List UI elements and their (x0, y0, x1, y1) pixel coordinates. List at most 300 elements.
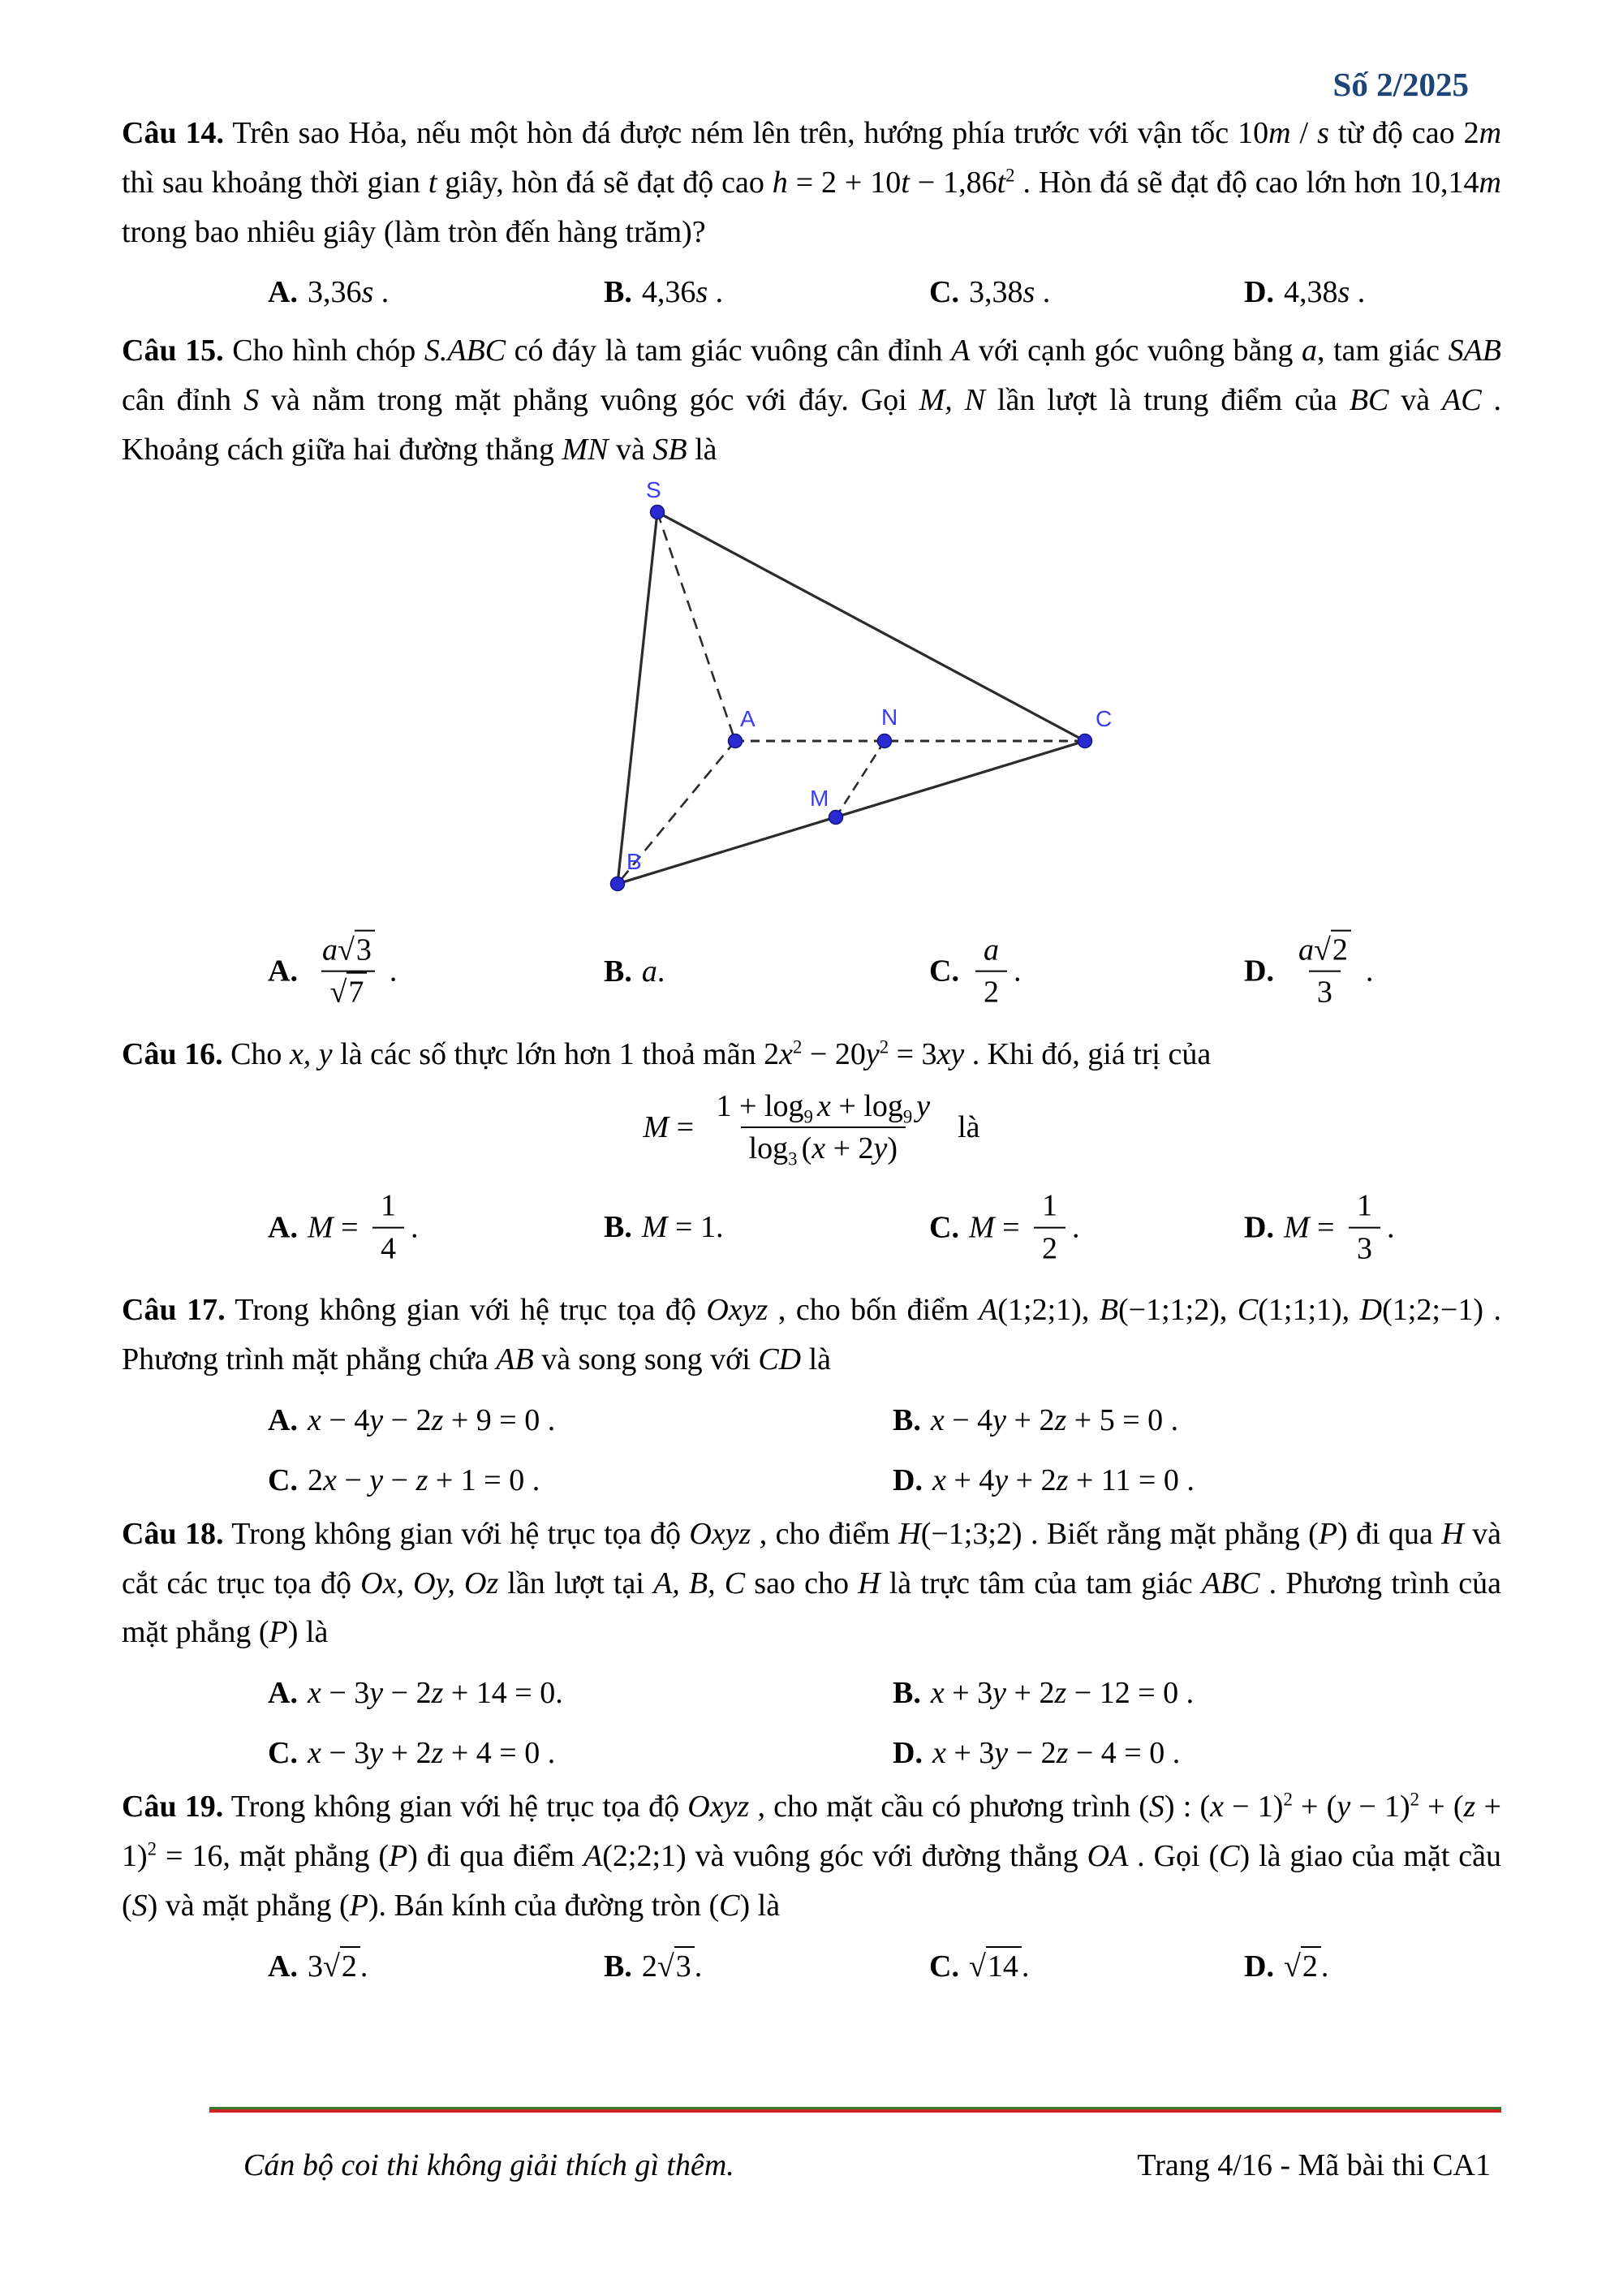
text-run: Trong không gian với hệ trục tọa độ (225, 1293, 707, 1328)
question-16-options (122, 1174, 1501, 1281)
sqrt: √2 (1314, 929, 1351, 967)
text-run: là trực tâm của tam giác (880, 1566, 1202, 1600)
question-18-options-row-1 (122, 1669, 1501, 1717)
vertex-C (1078, 734, 1092, 747)
text-run: Oxyz (687, 1790, 750, 1824)
q16-option-c[interactable]: C. M = $\frac{1}{2}$ . (929, 1187, 1080, 1268)
text-run: 2 (879, 1036, 889, 1058)
option-value: a (641, 954, 657, 989)
text-run: có đáy là tam giác vuông cân đỉnh (506, 334, 952, 368)
text-run: . Phương trình của mặt phẳng ( (122, 1566, 1501, 1650)
text-run: OA (1087, 1839, 1129, 1874)
text-run: (1;2;1), (997, 1293, 1100, 1328)
text-run: ). Bán kính của đường tròn ( (368, 1888, 720, 1923)
text-run: − 3 (321, 1676, 370, 1711)
text-run: + 2 (1006, 1676, 1055, 1711)
question-15-options (122, 918, 1501, 1025)
text-run: . Khi đó, giá trị của (964, 1036, 1212, 1071)
question-16-formula (122, 1088, 1501, 1168)
text-run: h (772, 165, 788, 200)
q15-option-b[interactable] (604, 954, 665, 989)
text-run: a (1302, 334, 1318, 368)
question-16-text (122, 1030, 1501, 1079)
q18-option-a[interactable] (268, 1675, 563, 1711)
q16-option-b[interactable]: B. M = 1. (604, 1210, 724, 1245)
formula-tail: là (958, 1109, 980, 1144)
text-run: − 1) (1223, 1790, 1284, 1824)
fraction: $\frac{1}{3}$ (1349, 1187, 1380, 1268)
text-run: − 4 (321, 1402, 370, 1437)
q19-option-c[interactable]: C. √14 . (929, 1949, 1029, 1984)
text-run: BC (1349, 383, 1389, 418)
text-run: ) là giao của mặt cầu ( (122, 1839, 1502, 1923)
pyramid-figure (527, 481, 1177, 911)
option-label: D. (1244, 1949, 1274, 1984)
text-run: + 2 (1008, 1462, 1057, 1497)
option-label: A. (268, 954, 298, 989)
text-run: Câu 14. (122, 116, 225, 150)
text-run: x (322, 1462, 337, 1497)
text-run: ABC (1201, 1566, 1260, 1600)
q14-option-d[interactable] (1244, 274, 1365, 310)
text-run: − 4 (944, 1402, 993, 1437)
text-run: Ox, Oy, Oz (360, 1566, 499, 1600)
footer-rule (209, 2107, 1501, 2113)
text-run: − 12 = 0 . (1066, 1676, 1195, 1711)
question-15-text (122, 326, 1501, 474)
option-value (642, 274, 723, 310)
text-run: và (1388, 383, 1443, 418)
text-run: = 16, mặt phẳng ( (157, 1839, 390, 1874)
text-run: + 4 = 0 . (443, 1736, 556, 1771)
text-run: z (1056, 1736, 1069, 1771)
label-S: S (646, 480, 661, 502)
text-run: x (307, 1736, 321, 1771)
text-run: (1;1;1), (1258, 1293, 1360, 1328)
text-run: H (1441, 1516, 1464, 1551)
option-label: A. (268, 1676, 298, 1711)
text-run: C (1237, 1293, 1259, 1328)
text-run: x (932, 1462, 946, 1497)
text-run: Trong không gian với hệ trục tọa độ (223, 1516, 690, 1551)
text-run: H (858, 1566, 880, 1600)
footer-note: Cán bộ coi thi không giải thích gì thêm. (243, 2148, 734, 2182)
text-run: 4,36 (641, 275, 696, 310)
label-A: A (740, 705, 756, 731)
text-run: A (583, 1839, 603, 1874)
option-period: . (657, 954, 665, 989)
sqrt: √7 (329, 972, 367, 1010)
text-run: x (779, 1036, 793, 1071)
text-run: AC (1442, 383, 1482, 418)
text-run: S (1148, 1790, 1165, 1824)
text-run: (−1;1;2), (1118, 1293, 1238, 1328)
option-label: C. (929, 1210, 959, 1245)
text-run: , cho bốn điểm (768, 1293, 979, 1328)
option-label: C. (268, 1736, 298, 1771)
text-run: y (369, 1676, 384, 1711)
option-period: . (389, 954, 398, 989)
text-run: − 1,86 (909, 165, 997, 200)
text-run: + 2 (1006, 1402, 1055, 1437)
text-run: Oxyz (689, 1516, 751, 1551)
q18-option-c[interactable] (268, 1735, 555, 1771)
text-run: B (1099, 1293, 1119, 1328)
fraction (314, 931, 383, 1011)
option-label: A. (268, 1210, 298, 1245)
text-run: 2 (307, 1462, 323, 1497)
footer-rule-red (209, 2109, 1501, 2113)
sqrt: √14 (969, 1949, 1022, 1984)
text-run: t (997, 165, 1006, 200)
q17-option-c[interactable] (268, 1462, 540, 1498)
text-run: y (992, 1676, 1007, 1711)
text-run: là các số thực lớn hơn 1 thoả mãn 2 (332, 1036, 780, 1071)
option-label: A. (268, 275, 298, 310)
text-run: (−1;3;2) (920, 1516, 1022, 1551)
text-run: lần lượt là trung điểm của (985, 383, 1350, 418)
option-label: D. (1244, 1210, 1274, 1245)
q19-option-a[interactable]: A. 3 √2 . (268, 1949, 368, 1984)
footer (122, 2147, 1501, 2183)
text-run: SB (652, 432, 687, 467)
text-run: . (373, 275, 390, 310)
edge-BC (618, 741, 1085, 884)
text-run: x (930, 1402, 945, 1437)
text-run: S.ABC (424, 334, 506, 368)
text-run: 3,36 (307, 275, 362, 310)
question-17-options-row-2 (122, 1456, 1501, 1505)
text-run: z (431, 1736, 444, 1771)
text-run: 4,38 (1283, 275, 1338, 310)
text-run: 2 (1283, 1789, 1293, 1810)
text-run: thì sau khoảng thời gian (122, 165, 428, 200)
text-run: . Biết rằng mặt phẳng ( (1022, 1516, 1319, 1551)
document-number: Số 2/2025 (1332, 66, 1469, 103)
text-run: z (1054, 1402, 1067, 1437)
formula-lhs: M (643, 1109, 669, 1144)
text-run: + 4 (945, 1462, 995, 1497)
text-run: x (307, 1676, 321, 1711)
option-label: B. (604, 1210, 632, 1245)
option-label: B. (604, 1949, 632, 1984)
text-run: A, B, C (653, 1566, 746, 1600)
text-run: z (415, 1462, 428, 1497)
text-run: . Phương trình mặt phẳng chứa (122, 1293, 1501, 1377)
text-run: = 3 (889, 1036, 937, 1071)
q17-option-b[interactable] (893, 1402, 1178, 1438)
text-run: sao cho (745, 1566, 859, 1600)
label-B: B (626, 848, 642, 874)
footer-page-number: Trang 4/16 - Mã bài thi CA1 (1137, 2148, 1491, 2182)
vertex-B (611, 877, 625, 890)
q15-option-a[interactable] (268, 931, 397, 1011)
text-run: ) là (287, 1615, 329, 1650)
option-label: B. (604, 954, 632, 989)
text-run: lần lượt tại (498, 1566, 654, 1600)
option-label: B. (604, 275, 632, 310)
text-run: x (930, 1676, 945, 1711)
text-run: z (1463, 1790, 1476, 1824)
text-run: Câu 17. (122, 1293, 226, 1328)
label-M: M (810, 785, 829, 811)
text-run: với cạnh góc vuông bằng (970, 334, 1302, 368)
equals-sign: = (669, 1109, 702, 1144)
q18-option-d[interactable] (893, 1735, 1180, 1771)
text-run: S (243, 383, 260, 418)
q19-option-b[interactable]: B. 2 √3 . (604, 1949, 702, 1984)
question-14-text (122, 109, 1501, 256)
text-run: ) đi qua (1337, 1516, 1442, 1551)
text-run: và vuông góc với đường thẳng (686, 1839, 1087, 1874)
option-label: D. (1244, 275, 1274, 310)
text-run: − 2 (383, 1676, 432, 1711)
text-run: − 2 (1008, 1736, 1057, 1771)
vertex-N (878, 734, 892, 747)
text-run: y (369, 1462, 384, 1497)
option-period: . (1365, 954, 1374, 989)
fraction: $\frac{1}{4}$ (372, 1187, 404, 1268)
text-run: . Khoảng cách giữa hai đường thẳng (122, 383, 1501, 467)
text-run: t (428, 165, 437, 200)
text-run: x (932, 1736, 946, 1771)
text-run: ) : ( (1164, 1790, 1211, 1824)
text-run: + 2 (383, 1736, 432, 1771)
text-run: − (336, 1462, 370, 1497)
fraction: $\frac{a}{2}$ (975, 931, 1007, 1011)
question-17-text (122, 1286, 1501, 1385)
text-run: y (992, 1402, 1007, 1437)
text-run: x (307, 1402, 321, 1437)
option-label: C. (929, 275, 959, 310)
text-run: A (951, 334, 971, 368)
option-label: B. (893, 1402, 921, 1437)
text-run: z (1054, 1676, 1067, 1711)
edge-NM-dashed (836, 741, 885, 817)
option-label: C. (929, 1949, 959, 1984)
text-run: C (1219, 1839, 1240, 1874)
q14-option-c[interactable] (929, 274, 1050, 310)
edge-SB (618, 512, 657, 884)
text-run: và (608, 432, 653, 467)
text-run: 2 (792, 1036, 803, 1058)
text-run: là (687, 432, 717, 467)
text-run: M, N (919, 383, 986, 418)
option-label: D. (1244, 954, 1274, 989)
text-run: P (349, 1888, 368, 1923)
text-run: s (1022, 275, 1035, 310)
q17-option-d[interactable] (893, 1462, 1195, 1498)
formula-fraction: $\frac{1 + \log_9 x + \log_9 y}{\log_3 (x + 2y)}$ (716, 1088, 931, 1170)
text-run: z (431, 1402, 444, 1437)
text-run: − 4 = 0 . (1068, 1736, 1181, 1771)
page-content (122, 0, 1501, 1991)
option-label: A. (268, 1402, 298, 1437)
text-run: S (131, 1888, 148, 1923)
text-run: y (865, 1036, 880, 1071)
text-run: m (1479, 116, 1502, 150)
text-run: z (431, 1676, 444, 1711)
text-run: Câu 18. (122, 1516, 224, 1551)
text-run: Câu 19. (122, 1790, 224, 1824)
numerator-var: a (321, 933, 338, 967)
text-run: P (389, 1839, 408, 1874)
fraction: $\frac{1}{2}$ (1034, 1187, 1065, 1268)
text-run: ) và mặt phẳng ( (147, 1888, 350, 1923)
text-run: − 2 (383, 1402, 432, 1437)
q17-option-a[interactable] (268, 1402, 555, 1438)
text-run: H (898, 1516, 921, 1551)
text-run: . (1035, 275, 1051, 310)
vertex-A (729, 734, 743, 747)
text-run: s (361, 275, 374, 310)
text-run: y (994, 1736, 1009, 1771)
text-run: / (1290, 116, 1318, 150)
text-run: , cho điểm (751, 1516, 899, 1551)
question-14-options (122, 268, 1501, 317)
text-run: Câu 15. (122, 334, 224, 368)
q14-option-b[interactable] (604, 274, 723, 310)
text-run: C (719, 1888, 740, 1923)
text-run: và song song với (533, 1342, 759, 1377)
fraction: $\frac{a√2}{3}$ (1290, 931, 1359, 1011)
question-19-text (122, 1782, 1501, 1930)
text-run: 3,38 (968, 275, 1023, 310)
text-run: Oxyz (706, 1293, 768, 1328)
text-run: , tam giác (1317, 334, 1449, 368)
vertex-S (651, 505, 665, 519)
text-run: 2 (1410, 1789, 1420, 1810)
text-run: ) đi qua điểm (407, 1839, 584, 1874)
q15-option-d[interactable] (1244, 931, 1373, 1011)
text-run: Trong không gian với hệ trục tọa độ (223, 1790, 688, 1824)
sqrt: √3 (657, 1949, 695, 1984)
text-run: + 1 = 0 . (428, 1462, 540, 1497)
text-run: . Gọi ( (1128, 1839, 1220, 1874)
text-run: + ( (1419, 1790, 1464, 1824)
text-run: AB (496, 1342, 534, 1377)
text-run: CD (758, 1342, 802, 1377)
text-run: ) là (739, 1888, 781, 1923)
text-run: P (1318, 1516, 1338, 1551)
text-run: . Hòn đá sẽ đạt độ cao lớn hơn 10,14 (1014, 165, 1479, 200)
sqrt: √2 (1284, 1949, 1321, 1984)
option-value (969, 274, 1050, 310)
text-run: m (1479, 165, 1501, 200)
text-run: từ độ cao 2 (1328, 116, 1479, 150)
label-C: C (1096, 705, 1113, 731)
label-N: N (881, 704, 898, 730)
sqrt: √2 (323, 1949, 360, 1984)
text-run: là (801, 1342, 832, 1377)
text-run: cân đỉnh (122, 383, 244, 418)
edge-SC (657, 512, 1085, 741)
text-run: + 14 = 0. (443, 1676, 563, 1711)
text-run: s (695, 275, 708, 310)
q15-option-c[interactable] (929, 931, 1021, 1011)
text-run: MN (562, 432, 609, 467)
text-run: xy (936, 1036, 965, 1071)
text-run: + ( (1292, 1790, 1337, 1824)
q16-option-a[interactable]: A. M = $\frac{1}{4}$ . (268, 1187, 419, 1268)
text-run: s (1317, 116, 1329, 150)
text-run: y (369, 1736, 384, 1771)
text-run: Cho (222, 1036, 290, 1071)
option-period: . (1013, 954, 1022, 989)
text-run: và cắt các trục tọa độ (122, 1516, 1501, 1600)
text-run: m (1268, 116, 1291, 150)
question-17-options-row-1 (122, 1396, 1501, 1445)
text-run: y (369, 1402, 384, 1437)
text-run: + 3 (945, 1736, 995, 1771)
option-label: C. (929, 954, 959, 989)
text-run: 2 (147, 1838, 157, 1859)
text-run: + 1) (122, 1790, 1501, 1874)
text-run: . (708, 275, 724, 310)
option-label: D. (893, 1462, 923, 1497)
option-value (1284, 274, 1365, 310)
q18-option-b[interactable] (893, 1675, 1194, 1711)
text-run: D (1359, 1293, 1383, 1328)
text-run: (2;2;1) (602, 1839, 687, 1874)
text-run: y (1337, 1790, 1351, 1824)
text-run: giây, hòn đá sẽ đạt độ cao (437, 165, 773, 200)
text-run: Trên sao Hỏa, nếu một hòn đá được ném lên trên, hướng phía trước với vận tốc 10 (224, 116, 1269, 150)
text-run: − 3 (321, 1736, 370, 1771)
option-value (308, 274, 389, 310)
option-label: D. (893, 1736, 923, 1771)
text-run: 2 (1005, 165, 1015, 186)
question-18-text (122, 1510, 1501, 1657)
text-run: P (269, 1615, 288, 1650)
text-run: + 9 = 0 . (443, 1402, 556, 1437)
text-run: − 20 (802, 1036, 866, 1071)
text-run: SAB (1448, 334, 1501, 368)
text-run: − (383, 1462, 416, 1497)
q19-option-d[interactable]: D. √2 . (1244, 1949, 1328, 1984)
vertex-M (829, 810, 843, 824)
q16-option-d[interactable]: D. M = $\frac{1}{3}$ . (1244, 1187, 1395, 1268)
text-run: + 11 = 0 . (1068, 1462, 1195, 1497)
text-run: x, y (289, 1036, 333, 1071)
text-run: và nằm trong mặt phẳng vuông góc với đáy. Gọi (259, 383, 919, 418)
text-run: . (1350, 275, 1366, 310)
pyramid-figure-svg (527, 481, 1177, 911)
text-run: s (1337, 275, 1350, 310)
option-label: C. (268, 1462, 298, 1497)
q14-option-a[interactable] (268, 274, 389, 310)
text-run: Cho hình chóp (223, 334, 424, 368)
text-run: + 5 = 0 . (1066, 1402, 1179, 1437)
question-19-options (122, 1942, 1501, 1991)
text-run: x (1210, 1790, 1224, 1824)
text-run: − 1) (1350, 1790, 1410, 1824)
text-run: Câu 16. (122, 1036, 223, 1071)
text-run: (1;2;−1) (1382, 1293, 1483, 1328)
text-run: t (901, 165, 910, 200)
option-label: A. (268, 1949, 298, 1984)
question-18-options-row-2 (122, 1729, 1501, 1777)
option-label: B. (893, 1676, 921, 1711)
sqrt: √3 (338, 929, 375, 967)
text-run: + 3 (944, 1676, 993, 1711)
text-run: trong bao nhiêu giây (làm tròn đến hàng trăm)? (122, 214, 706, 249)
text-run: y (994, 1462, 1009, 1497)
text-run: , cho mặt cầu có phương trình ( (749, 1790, 1149, 1824)
text-run: A (979, 1293, 998, 1328)
text-run: z (1056, 1462, 1069, 1497)
text-run: = 2 + 10 (787, 165, 902, 200)
